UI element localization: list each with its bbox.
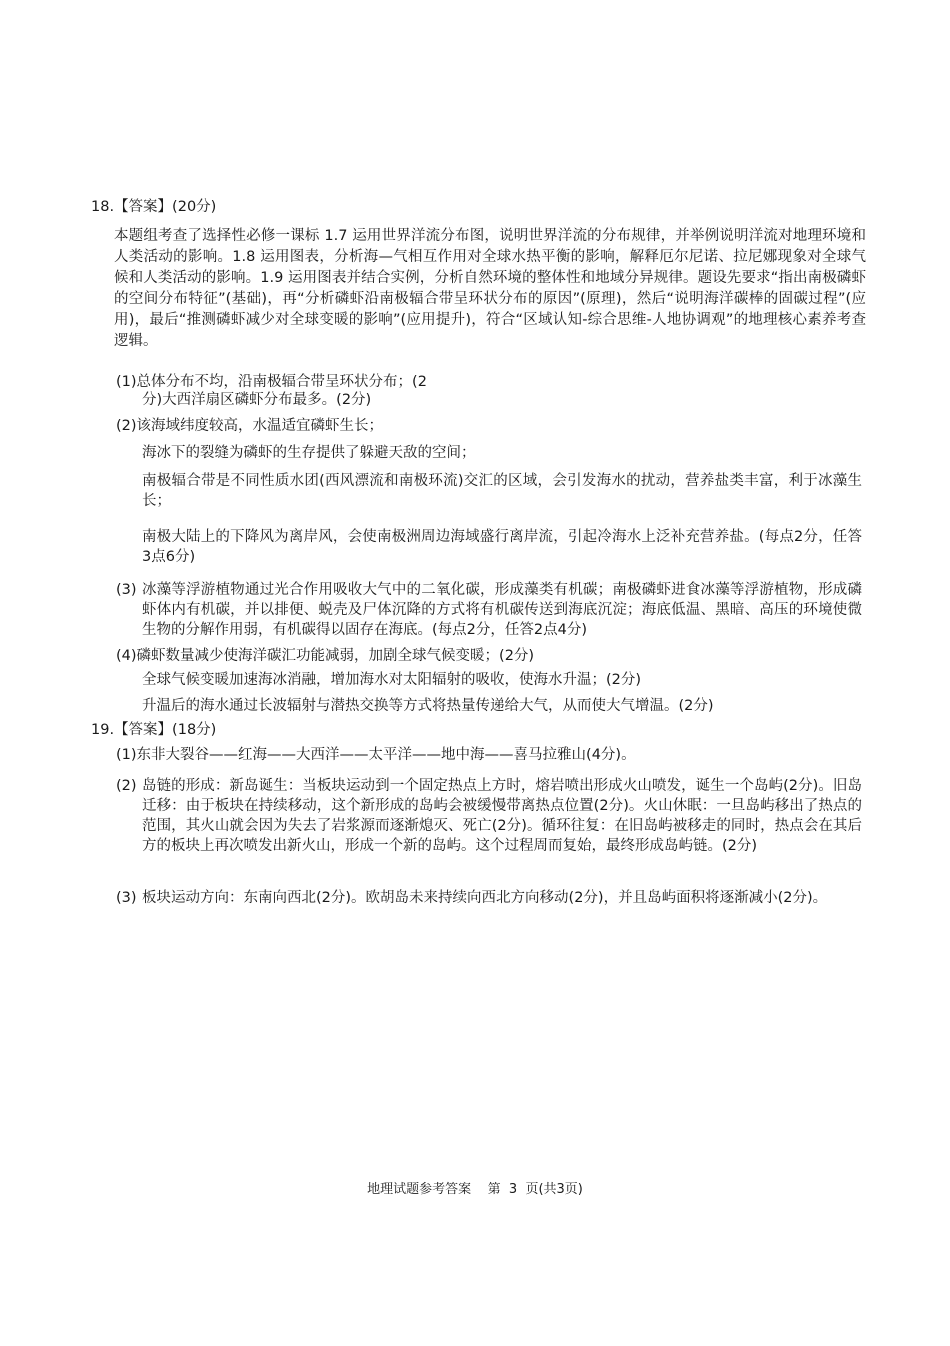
q19-part1: (1)东非大裂谷——红海——大西洋——太平洋——地中海——喜马拉雅山(4分)。 (116, 747, 636, 763)
q18-part1-line1: (1)总体分布不均，沿南极辐合带呈环状分布；(2 (116, 374, 427, 390)
q18-part2-line1: (2)该海域纬度较高，水温适宜磷虾生长； (116, 418, 384, 434)
q18-header: 18.【答案】(20分) (91, 199, 217, 215)
q19-part3-text: 板块运动方向：东南向西北(2分)。欧胡岛未来持续向西北方向移动(2分)，并且岛屿面积将逐渐减小(2分)。 (142, 890, 828, 906)
q18-part4-line2: 全球气候变暖加速海冰消融，增加海水对太阳辐射的吸收，使海水升温；(2分) (142, 672, 642, 688)
q18-part3 (116, 580, 862, 640)
q19-part3-number: (3) (116, 890, 137, 906)
q18-intro: 本题组考查了选择性必修一课标 1.7 运用世界洋流分布图，说明世界洋流的分布规律，并举例说明洋流对地理环境和人类活动的影响。1.8 运用图表，分析海—气相互作用对全球水热平衡的影响，解释厄尔尼诺、拉尼娜现象对全球气候和人类活动的影响。1.9 运用图表并结合实例，分析自然环境的整体性和地域分异规律。题设先要求“指出南极磷虾的空间分布特征”(基础)，再“分析磷虾沿南极辐合带呈环状分布的原因”(原理)，然后“说明海洋碳棒的固碳过程”(应用)，最后“推测磷虾减少对全球变暖的影响”(应用提升)，符合“区域认知-综合思维-人地协调观”的地理核心素养考查逻辑。 (114, 228, 866, 349)
q18-part1-line2: 分)大西洋扇区磷虾分布最多。(2分) (142, 392, 372, 408)
page-footer: 地理试题参考答案 第 3 页(共3页) (367, 1182, 583, 1197)
q19-part2-number: (2) (116, 778, 137, 794)
q18-part3-text: 冰藻等浮游植物通过光合作用吸收大气中的二氧化碳，形成藻类有机碳；南极磷虾进食冰藻等浮游植物，形成磷虾体内有机碳，并以排便、蜕壳及尸体沉降的方式将有机碳传送到海底沉淀；海底低温、黑暗、高压的环境使微生物的分解作用弱，有机碳得以固存在海底。(每点2分，任答2点4分) (142, 582, 862, 638)
q18-part3-number: (3) (116, 582, 137, 598)
q19-part3 (116, 888, 862, 908)
q18-part4-line3: 升温后的海水通过长波辐射与潜热交换等方式将热量传递给大气，从而使大气增温。(2分) (142, 698, 714, 714)
q18-part2-para3: 南极辐合带是不同性质水团(西风漂流和南极环流)交汇的区域，会引发海水的扰动，营养盐类丰富，利于冰藻生长； (142, 473, 862, 509)
q19-part2-text: 岛链的形成：新岛诞生：当板块运动到一个固定热点上方时，熔岩喷出形成火山喷发，诞生一个岛屿(2分)。旧岛迁移：由于板块在持续移动，这个新形成的岛屿会被缓慢带离热点位置(2分)。火山休眠：一旦岛屿移出了热点的范围，其火山就会因为失去了岩浆源而逐渐熄灭、死亡(2分)。循环往复：在旧岛屿被移走的同时，热点会在其后方的板块上再次喷发出新火山，形成一个新的岛屿。这个过程周而复始，最终形成岛屿链。(2分) (142, 778, 862, 854)
q18-part2-para4: 南极大陆上的下降风为离岸风，会使南极洲周边海域盛行离岸流，引起冷海水上泛补充营养盐。(每点2分，任答3点6分) (142, 529, 862, 565)
q19-part2 (116, 776, 862, 856)
q19-header: 19.【答案】(18分) (91, 722, 217, 738)
q18-part2-line2: 海冰下的裂缝为磷虾的生存提供了躲避天敌的空间； (142, 445, 476, 461)
q18-part4-line1: (4)磷虾数量减少使海洋碳汇功能减弱，加剧全球气候变暖；(2分) (116, 648, 535, 664)
